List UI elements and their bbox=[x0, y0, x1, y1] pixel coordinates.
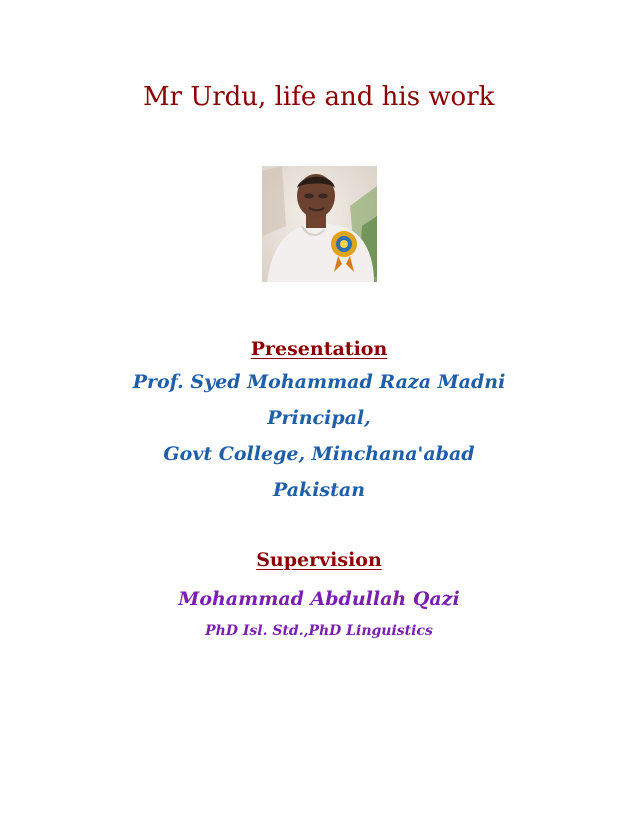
portrait-image bbox=[262, 166, 377, 282]
portrait-photo bbox=[262, 166, 377, 282]
presenter-role: Principal, bbox=[267, 407, 371, 429]
supervisor-name: Mohammad Abdullah Qazi bbox=[178, 588, 460, 610]
presentation-heading: Presentation bbox=[250, 338, 388, 360]
presenter-institution: Govt College, Minchana'abad bbox=[163, 443, 475, 465]
presenter-country: Pakistan bbox=[272, 479, 366, 501]
document-title: Mr Urdu, life and his work bbox=[143, 82, 495, 112]
supervisor-credentials: PhD Isl. Std.,PhD Linguistics bbox=[205, 623, 433, 639]
presenter-name: Prof. Syed Mohammad Raza Madni bbox=[132, 371, 506, 393]
supervision-heading: Supervision bbox=[256, 549, 382, 571]
